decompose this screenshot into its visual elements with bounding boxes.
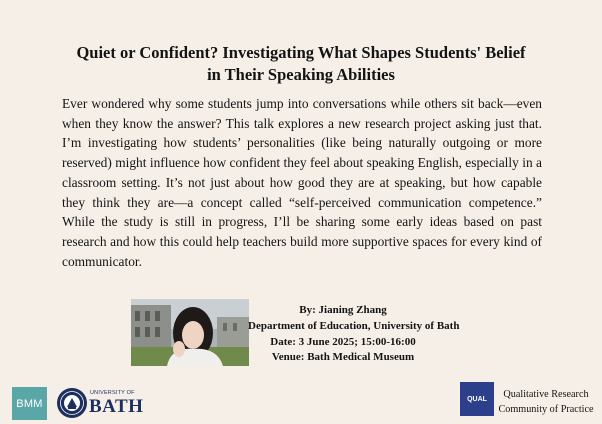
event-title bbox=[40, 42, 562, 86]
event-title-line-2: in Their Speaking Abilities bbox=[207, 65, 395, 84]
university-seal-icon bbox=[56, 387, 88, 419]
qual-logo-text: QUAL bbox=[467, 395, 487, 403]
speaker-photo bbox=[131, 299, 249, 366]
qual-logo bbox=[460, 382, 494, 416]
speaker-photo-image bbox=[131, 299, 249, 366]
qual-community-name bbox=[497, 387, 595, 417]
university-of-bath-logo bbox=[56, 387, 144, 421]
speaker-department: Department of Education, University of Bath bbox=[248, 319, 460, 332]
qual-community-line-2: Community of Practice bbox=[498, 404, 594, 415]
bath-logo-wordmark: BATH bbox=[89, 396, 144, 417]
event-venue: Venue: Bath Medical Museum bbox=[271, 351, 415, 364]
event-title-line-1: Quiet or Confident? Investigating What Shapes Students' Belief bbox=[76, 43, 526, 62]
bmm-logo bbox=[12, 387, 47, 420]
event-date: Date: 3 June 2025; 15:00-16:00 bbox=[270, 335, 416, 348]
speaker-name: By: Jianing Zhang bbox=[299, 304, 387, 316]
bath-logo-small-text: UNIVERSITY OF bbox=[90, 390, 135, 396]
qual-community-line-1: Qualitative Research bbox=[503, 389, 589, 400]
bmm-logo-text: BMM bbox=[16, 397, 43, 410]
event-abstract: Ever wondered why some students jump into conversations while others sit back—even when they know the answer? This talk explores a new research project asking just that. I’m investigating how students’ personalities (like being naturally outgoing or more reserved) might influence how confident they feel about speaking English, especially in a classroom setting. It’s not just about how good they are at speaking, but how capable they think they are—a concept called “self-perceived communication competence.” While the study is still in progress, I’ll be sharing some early ideas based on past research and how this could help teachers build more supportive spaces for every kind of communicator. bbox=[62, 96, 542, 269]
event-details bbox=[248, 303, 460, 366]
